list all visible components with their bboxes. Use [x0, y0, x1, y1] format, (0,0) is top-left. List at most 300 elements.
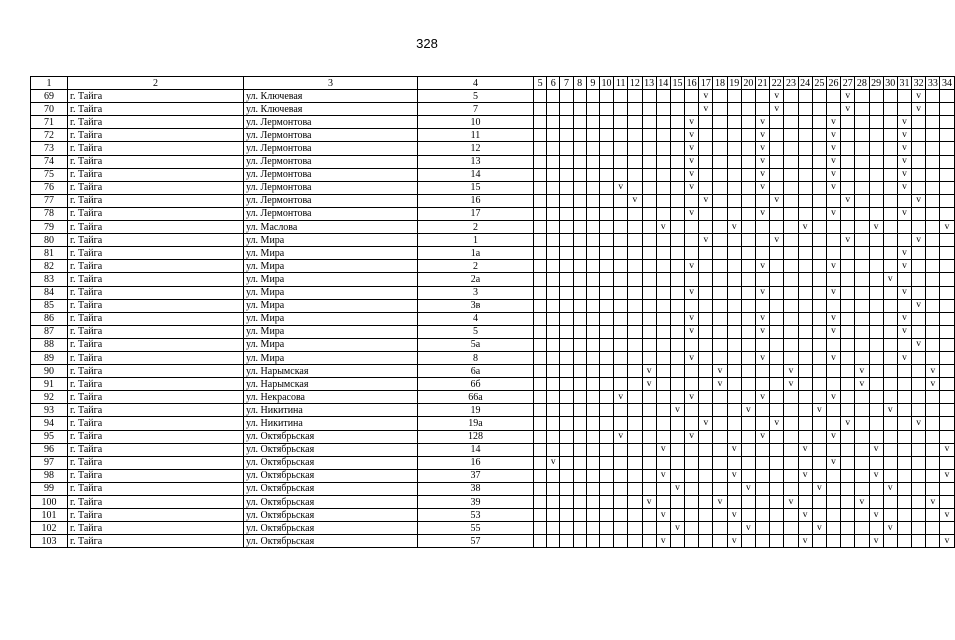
mark-cell: [685, 103, 699, 116]
mark-cell: [741, 509, 755, 522]
mark-cell: [547, 221, 560, 234]
mark-cell: v: [897, 181, 911, 194]
house-cell: 13: [418, 155, 534, 168]
city-cell: г. Тайга: [68, 312, 244, 325]
mark-cell: [812, 325, 826, 338]
mark-cell: [699, 535, 713, 548]
mark-cell: [883, 391, 897, 404]
mark-cell: [586, 443, 599, 456]
mark-cell: [586, 351, 599, 364]
mark-cell: [573, 90, 586, 103]
mark-cell: v: [855, 496, 869, 509]
mark-cell: [656, 325, 670, 338]
mark-cell: [940, 496, 954, 509]
mark-cell: [798, 234, 812, 247]
mark-cell: [756, 404, 770, 417]
mark-cell: [656, 378, 670, 391]
row-number: 75: [31, 168, 68, 181]
mark-cell: [670, 129, 684, 142]
mark-cell: [534, 391, 547, 404]
city-cell: г. Тайга: [68, 207, 244, 220]
mark-cell: v: [940, 469, 954, 482]
mark-cell: [534, 142, 547, 155]
mark-cell: [770, 155, 784, 168]
mark-cell: [560, 482, 573, 495]
mark-cell: [883, 207, 897, 220]
mark-cell: [926, 430, 940, 443]
mark-cell: [670, 312, 684, 325]
mark-cell: v: [784, 365, 798, 378]
mark-cell: [599, 351, 613, 364]
mark-cell: v: [912, 90, 926, 103]
mark-cell: [741, 496, 755, 509]
row-number: 99: [31, 482, 68, 495]
mark-cell: [869, 522, 883, 535]
mark-cell: [756, 194, 770, 207]
mark-cell: [560, 417, 573, 430]
mark-cell: [614, 496, 628, 509]
mark-cell: [642, 351, 656, 364]
mark-cell: [841, 469, 855, 482]
mark-cell: [713, 404, 727, 417]
mark-cell: [670, 391, 684, 404]
mark-cell: [642, 286, 656, 299]
mark-cell: [573, 286, 586, 299]
mark-cell: [926, 509, 940, 522]
mark-cell: [685, 404, 699, 417]
mark-cell: [560, 181, 573, 194]
mark-cell: [798, 286, 812, 299]
mark-cell: [599, 391, 613, 404]
mark-cell: [883, 430, 897, 443]
mark-cell: [926, 194, 940, 207]
mark-cell: [869, 456, 883, 469]
mark-cell: [599, 535, 613, 548]
mark-cell: [547, 417, 560, 430]
mark-cell: [656, 482, 670, 495]
street-cell: ул. Октябрьская: [244, 469, 418, 482]
mark-cell: [869, 142, 883, 155]
mark-cell: [784, 535, 798, 548]
mark-cell: [534, 456, 547, 469]
mark-cell: [599, 103, 613, 116]
mark-cell: [560, 103, 573, 116]
city-cell: г. Тайга: [68, 234, 244, 247]
mark-cell: [642, 155, 656, 168]
column-header: 30: [883, 77, 897, 90]
mark-cell: [784, 142, 798, 155]
mark-cell: [586, 404, 599, 417]
house-cell: 55: [418, 522, 534, 535]
mark-cell: [883, 325, 897, 338]
mark-cell: [940, 273, 954, 286]
mark-cell: [560, 469, 573, 482]
column-header: 33: [926, 77, 940, 90]
mark-cell: [812, 103, 826, 116]
mark-cell: [756, 469, 770, 482]
mark-cell: [573, 378, 586, 391]
mark-cell: v: [912, 194, 926, 207]
mark-cell: [784, 116, 798, 129]
mark-cell: [614, 221, 628, 234]
mark-cell: [770, 430, 784, 443]
mark-cell: [670, 417, 684, 430]
mark-cell: [685, 443, 699, 456]
mark-cell: v: [940, 443, 954, 456]
house-cell: 14: [418, 443, 534, 456]
mark-cell: [826, 378, 840, 391]
house-cell: 16: [418, 194, 534, 207]
mark-cell: v: [642, 496, 656, 509]
mark-cell: [855, 194, 869, 207]
mark-cell: [912, 247, 926, 260]
mark-cell: [599, 482, 613, 495]
mark-cell: [855, 535, 869, 548]
mark-cell: [869, 247, 883, 260]
mark-cell: [599, 325, 613, 338]
city-cell: г. Тайга: [68, 273, 244, 286]
mark-cell: v: [756, 207, 770, 220]
row-number: 91: [31, 378, 68, 391]
mark-cell: [812, 273, 826, 286]
mark-cell: [573, 509, 586, 522]
mark-cell: [699, 482, 713, 495]
mark-cell: [547, 496, 560, 509]
mark-cell: [614, 482, 628, 495]
mark-cell: [628, 247, 642, 260]
mark-cell: [614, 469, 628, 482]
mark-cell: [741, 194, 755, 207]
mark-cell: [784, 325, 798, 338]
mark-cell: [926, 535, 940, 548]
mark-cell: [798, 168, 812, 181]
mark-cell: [685, 194, 699, 207]
mark-cell: [770, 338, 784, 351]
mark-cell: [912, 168, 926, 181]
mark-cell: [826, 522, 840, 535]
mark-cell: [685, 417, 699, 430]
column-header: 29: [869, 77, 883, 90]
mark-cell: [713, 168, 727, 181]
mark-cell: [841, 247, 855, 260]
mark-cell: [713, 325, 727, 338]
mark-cell: [926, 325, 940, 338]
city-cell: г. Тайга: [68, 365, 244, 378]
mark-cell: [784, 338, 798, 351]
mark-cell: [883, 168, 897, 181]
mark-cell: [534, 417, 547, 430]
table-row: [31, 142, 955, 155]
mark-cell: [560, 207, 573, 220]
mark-cell: [534, 443, 547, 456]
mark-cell: [784, 299, 798, 312]
mark-cell: [534, 325, 547, 338]
mark-cell: v: [826, 286, 840, 299]
mark-cell: [940, 312, 954, 325]
mark-cell: [912, 365, 926, 378]
mark-cell: [926, 299, 940, 312]
mark-cell: [727, 299, 741, 312]
mark-cell: v: [756, 116, 770, 129]
mark-cell: [642, 417, 656, 430]
mark-cell: [573, 365, 586, 378]
mark-cell: [770, 496, 784, 509]
mark-cell: [628, 522, 642, 535]
mark-cell: [869, 181, 883, 194]
mark-cell: [812, 234, 826, 247]
house-cell: 53: [418, 509, 534, 522]
mark-cell: [642, 181, 656, 194]
mark-cell: [883, 142, 897, 155]
column-header: 16: [685, 77, 699, 90]
mark-cell: [628, 469, 642, 482]
mark-cell: [812, 90, 826, 103]
mark-cell: v: [670, 404, 684, 417]
row-number: 94: [31, 417, 68, 430]
mark-cell: [586, 365, 599, 378]
mark-cell: [713, 535, 727, 548]
mark-cell: [940, 103, 954, 116]
mark-cell: [670, 116, 684, 129]
mark-cell: [628, 312, 642, 325]
mark-cell: [855, 417, 869, 430]
mark-cell: [912, 496, 926, 509]
city-cell: г. Тайга: [68, 142, 244, 155]
mark-cell: [912, 312, 926, 325]
mark-cell: [926, 312, 940, 325]
column-header: 9: [586, 77, 599, 90]
mark-cell: [869, 155, 883, 168]
house-cell: 1: [418, 234, 534, 247]
mark-cell: [770, 286, 784, 299]
header-row: [31, 77, 955, 90]
mark-cell: [547, 430, 560, 443]
mark-cell: v: [699, 103, 713, 116]
mark-cell: [940, 351, 954, 364]
mark-cell: [614, 299, 628, 312]
mark-cell: [699, 299, 713, 312]
mark-cell: [628, 482, 642, 495]
mark-cell: [897, 221, 911, 234]
mark-cell: [547, 194, 560, 207]
mark-cell: [586, 273, 599, 286]
mark-cell: [599, 299, 613, 312]
mark-cell: [670, 443, 684, 456]
mark-cell: v: [869, 509, 883, 522]
house-cell: 7: [418, 103, 534, 116]
mark-cell: [560, 168, 573, 181]
mark-cell: [534, 299, 547, 312]
city-cell: г. Тайга: [68, 430, 244, 443]
mark-cell: v: [912, 299, 926, 312]
mark-cell: [883, 351, 897, 364]
mark-cell: [741, 116, 755, 129]
mark-cell: [614, 142, 628, 155]
mark-cell: [599, 194, 613, 207]
mark-cell: [897, 469, 911, 482]
mark-cell: [586, 142, 599, 155]
mark-cell: [812, 116, 826, 129]
mark-cell: [727, 404, 741, 417]
mark-cell: [926, 181, 940, 194]
mark-cell: [547, 207, 560, 220]
mark-cell: [812, 142, 826, 155]
mark-cell: [855, 181, 869, 194]
mark-cell: [897, 338, 911, 351]
mark-cell: [560, 535, 573, 548]
mark-cell: [826, 338, 840, 351]
mark-cell: [656, 522, 670, 535]
mark-cell: [812, 443, 826, 456]
mark-cell: [741, 168, 755, 181]
mark-cell: [573, 142, 586, 155]
mark-cell: [560, 338, 573, 351]
mark-cell: [685, 273, 699, 286]
mark-cell: [573, 391, 586, 404]
mark-cell: [699, 496, 713, 509]
mark-cell: [869, 260, 883, 273]
mark-cell: [685, 456, 699, 469]
mark-cell: [869, 194, 883, 207]
mark-cell: [727, 155, 741, 168]
mark-cell: [699, 142, 713, 155]
mark-cell: [713, 155, 727, 168]
mark-cell: [628, 496, 642, 509]
mark-cell: [628, 378, 642, 391]
mark-cell: [940, 181, 954, 194]
mark-cell: [670, 260, 684, 273]
mark-cell: [727, 129, 741, 142]
mark-cell: v: [756, 312, 770, 325]
mark-cell: [926, 142, 940, 155]
mark-cell: [912, 469, 926, 482]
mark-cell: [798, 207, 812, 220]
column-header: 14: [656, 77, 670, 90]
mark-cell: [940, 522, 954, 535]
mark-cell: [897, 417, 911, 430]
mark-cell: v: [826, 155, 840, 168]
mark-cell: v: [826, 391, 840, 404]
mark-cell: [883, 443, 897, 456]
mark-cell: [713, 260, 727, 273]
mark-cell: [855, 142, 869, 155]
mark-cell: [784, 247, 798, 260]
street-cell: ул. Ключевая: [244, 103, 418, 116]
mark-cell: [926, 482, 940, 495]
mark-cell: [741, 155, 755, 168]
mark-cell: [534, 194, 547, 207]
mark-cell: [869, 404, 883, 417]
house-cell: 14: [418, 168, 534, 181]
mark-cell: [670, 234, 684, 247]
mark-cell: [770, 207, 784, 220]
mark-cell: [670, 273, 684, 286]
mark-cell: [727, 168, 741, 181]
mark-cell: [784, 482, 798, 495]
mark-cell: [784, 129, 798, 142]
mark-cell: [770, 391, 784, 404]
mark-cell: v: [713, 496, 727, 509]
mark-cell: v: [798, 509, 812, 522]
table-row: [31, 234, 955, 247]
mark-cell: [883, 299, 897, 312]
house-cell: 17: [418, 207, 534, 220]
mark-cell: v: [869, 469, 883, 482]
mark-cell: [727, 273, 741, 286]
mark-cell: [573, 535, 586, 548]
mark-cell: v: [756, 155, 770, 168]
mark-cell: [897, 456, 911, 469]
mark-cell: [841, 404, 855, 417]
house-cell: 6б: [418, 378, 534, 391]
city-cell: г. Тайга: [68, 155, 244, 168]
mark-cell: [614, 168, 628, 181]
mark-cell: [855, 273, 869, 286]
mark-cell: [883, 496, 897, 509]
mark-cell: [599, 496, 613, 509]
mark-cell: v: [756, 181, 770, 194]
mark-cell: v: [841, 103, 855, 116]
mark-cell: [798, 391, 812, 404]
mark-cell: [599, 207, 613, 220]
mark-cell: v: [685, 129, 699, 142]
mark-cell: [784, 181, 798, 194]
mark-cell: v: [912, 234, 926, 247]
mark-cell: [586, 391, 599, 404]
mark-cell: [656, 456, 670, 469]
mark-cell: [573, 430, 586, 443]
column-header: 13: [642, 77, 656, 90]
mark-cell: [770, 365, 784, 378]
table-row: [31, 482, 955, 495]
mark-cell: [727, 338, 741, 351]
mark-cell: [812, 391, 826, 404]
mark-cell: [573, 338, 586, 351]
mark-cell: [926, 286, 940, 299]
mark-cell: [560, 351, 573, 364]
mark-cell: [883, 194, 897, 207]
mark-cell: [713, 443, 727, 456]
mark-cell: [770, 325, 784, 338]
mark-cell: [741, 443, 755, 456]
mark-cell: [599, 430, 613, 443]
mark-cell: [798, 351, 812, 364]
mark-cell: [926, 469, 940, 482]
mark-cell: [869, 417, 883, 430]
mark-cell: [628, 417, 642, 430]
mark-cell: [628, 404, 642, 417]
mark-cell: [727, 312, 741, 325]
mark-cell: [628, 351, 642, 364]
mark-cell: v: [685, 312, 699, 325]
mark-cell: [756, 417, 770, 430]
street-cell: ул. Мира: [244, 247, 418, 260]
mark-cell: [685, 522, 699, 535]
mark-cell: [534, 522, 547, 535]
mark-cell: [614, 509, 628, 522]
mark-cell: [560, 325, 573, 338]
mark-cell: [628, 155, 642, 168]
mark-cell: v: [699, 90, 713, 103]
mark-cell: [784, 522, 798, 535]
mark-cell: [812, 365, 826, 378]
mark-cell: v: [869, 535, 883, 548]
mark-cell: [770, 247, 784, 260]
mark-cell: [599, 260, 613, 273]
mark-cell: [756, 496, 770, 509]
mark-cell: [784, 443, 798, 456]
mark-cell: [534, 168, 547, 181]
